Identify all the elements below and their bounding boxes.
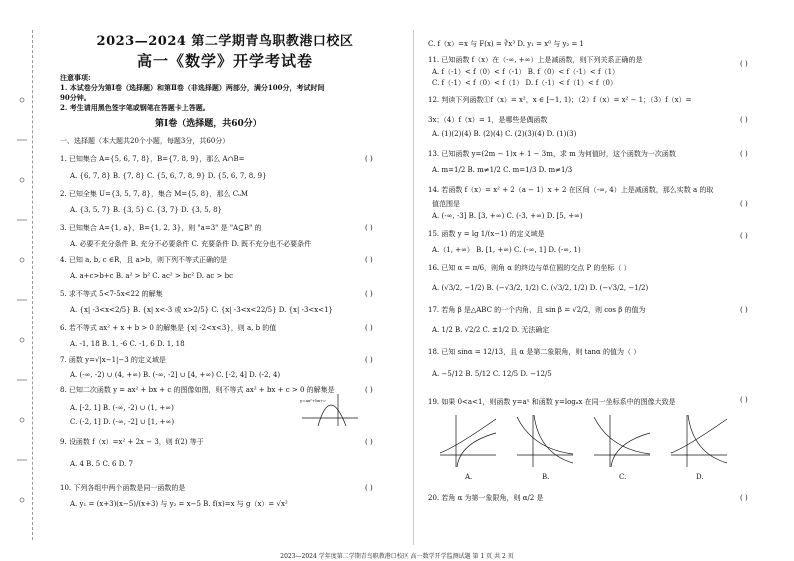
q12-stem-1: 12. 判读下列函数①f（x）= x²，x ∈ [−1, 1)；（2）f（x）= x² − 1；（3）f（x）= <box>428 96 692 104</box>
q17-stem: 17. 若角 β 是△ABC 的一个内角，且 sin β = √2/2，则 cos β 的值为 <box>428 306 646 314</box>
section1-intro: 一、选择题（本大题共20个小题，每题3分，共60分） <box>60 137 230 145</box>
exam-subject-title: 高一《数学》开学考试卷 <box>136 52 313 70</box>
q1-answer-blank: ( ) <box>365 155 373 163</box>
q9-answer-blank: ( ) <box>365 438 373 446</box>
q20-stem: 20. 若角 α 为第一象限角，则 α/2 是 <box>428 494 544 502</box>
q15-stem: 15. 函数 y = lg 1/(x−1) 的定义域是 <box>428 230 545 238</box>
q4-answer-blank: ( ) <box>365 256 373 264</box>
q4-options: A. a+c>b+c B. a² > b² C. ac² > bc² D. ac > bc <box>70 272 234 280</box>
q11-answer-blank: ( ) <box>740 60 748 68</box>
q10-answer-blank: ( ) <box>365 484 373 492</box>
q8-options-row2: C. (-2, 1] D. (-∞, -2] ∪ [1, +∞) <box>70 418 175 426</box>
notice-item-3: 2. 考生请用黑色签字笔或钢笔在答题卡上答题。 <box>60 103 210 112</box>
q6-answer-blank: ( ) <box>365 324 373 332</box>
q15-answer-blank: ( ) <box>740 232 748 240</box>
q9-stem: 9. 设函数 f（x）=x² + 2x − 3，则 f(2) 等于 <box>60 438 204 446</box>
exam-school-title: 2023—2024 第二学期青鸟职教港口校区 <box>96 34 354 49</box>
q19-label-c: C. <box>619 473 627 481</box>
q19-graph-d <box>669 413 729 469</box>
q10-options-cont: C. f（x）=x 与 F(x) = ∛x³ D. y₁ = x⁰ 与 y₂ = 1 <box>428 40 585 48</box>
q17-answer-blank: ( ) <box>740 306 748 314</box>
q3-answer-blank: ( ) <box>365 224 373 232</box>
q6-stem: 6. 若不等式 ax² + x + b > 0 的解集是 {x| -2<x<3}，则 a, b 的值 <box>60 324 277 332</box>
column-divider <box>413 30 414 545</box>
q8-graph-label: y=ax²+bx+c <box>300 398 326 403</box>
notice-item-2: 90分钟。 <box>60 93 91 102</box>
q6-options: A. -1, 18 B. 1, -6 C. -1, 6 D. 1, 18 <box>70 340 185 348</box>
binding-marks <box>12 40 32 540</box>
q5-stem: 5. 求不等式 5<7-5x<22 的解集 <box>60 290 163 298</box>
q7-answer-blank: ( ) <box>365 356 373 364</box>
q7-stem: 7. 函数 y=√|x−1|−3 的定义域是 <box>60 356 166 364</box>
q18-stem: 18. 已知 sinα = 12/13，且 α 是第二象限角，则 tanα 的值为（ ） <box>428 348 641 356</box>
q13-answer-blank: ( ) <box>740 150 748 158</box>
q20-answer-blank: ( ) <box>740 494 748 502</box>
q12-stem-2: 3x；（4）f（x）= 1，是哪些是偶函数 <box>428 116 548 124</box>
q13-options: A. m=1/2 B. m≠1/2 C. m=1/3 D. m≠1/3 <box>432 166 573 174</box>
q16-stem: 16. 已知 α = π/6，则角 α 的终边与单位圆的交点 P 的坐标（ ） <box>428 264 631 272</box>
q4-stem: 4. 已知 a, b, c ∈R，且 a>b，则下列不等式正确的是 <box>60 256 228 264</box>
notice-item-1: 1. 本试卷分为第Ⅰ卷（选择题）和第Ⅱ卷（非选择题）两部分，满分100分，考试时间 <box>60 83 325 92</box>
q19-graph-a <box>438 413 498 469</box>
section1-title: 第Ⅰ卷（选择题，共60分） <box>155 119 262 129</box>
q18-options: A. −5/12 B. 5/12 C. 12/5 D. −12/5 <box>432 370 552 378</box>
q19-label-d: D. <box>696 473 704 481</box>
q17-options: A. 1/2 B. √2/2 C. ±1/2 D. 无法确定 <box>432 326 550 334</box>
binding-dashed-line <box>32 30 33 540</box>
q10-options: A. y₁ = (x+3)(x−5)/(x+3) 与 y₂ = x−5 B. f(x)=x 与 g（x）= √x² <box>70 500 288 508</box>
q14-answer-blank: ( ) <box>740 200 748 208</box>
q19-stem: 19. 如果 0<a<1，则函数 y=aˣ 和函数 y=logₐx 在同一坐标系中的图像大致是 <box>428 398 676 406</box>
q9-options: A. 4 B. 5 C. 6 D. 7 <box>70 460 133 468</box>
q16-options: A. (√3/2, −1/2) B. (−√3/2, 1/2) C. (√3/2, 1/2) D. (−√3/2, −1/2) <box>432 284 649 292</box>
q14-stem-1: 14. 若函数 f（x）= x² + 2（a − 1）x + 2 在区间（-∞, 4）上是减函数，那么实数 a 的取 <box>428 186 714 194</box>
q19-graph-c <box>592 413 652 469</box>
q15-options: A.（1, +∞） B. [1, +∞) C. (-∞, 1] D. (-∞, 1) <box>432 246 581 254</box>
q3-options: A. 必要不充分条件 B. 充分不必要条件 C. 充要条件 D. 既不充分也不必要条件 <box>70 240 312 248</box>
notice-heading: 注意事项: <box>60 73 91 82</box>
q11-options-row2: C. f（-1）< f（0）< f（1） D. f（-1）< f（1）< f（0） <box>432 79 617 87</box>
q13-stem: 13. 已知函数 y=(2m − 1)x + 1 − 3m，求 m 为何值时，这个函数为一次函数 <box>428 150 676 158</box>
q11-stem: 11. 已知函数 f（x）在（-∞, +∞）上是减函数，则下列关系正确的是 <box>428 56 643 64</box>
q8-options-row1: A. [-2, 1] B. (-∞, -2) ∪ (1, +∞) <box>70 404 174 412</box>
q2-options: A. {3, 5, 7} B. {3, 5} C. {3, 7} D. {3, 5, 8} <box>70 206 223 214</box>
q5-options: A. {x| -3<x<2/5} B. {x| x<-3 或 x>2/5} C. {x| -3<x<22/5} D. {x| -3<x<1} <box>70 306 333 314</box>
q7-options: A. (-∞, -2) ∪ (4, +∞) B. (-∞, -2] ∪ [4, +∞) C. [-2, 4] D. (-2, 4) <box>70 371 281 379</box>
q3-stem: 3. 已知集合 A={1, a}，B={1, 2, 3}，则 "a=3" 是 "A⊆B" 的 <box>60 224 262 232</box>
q8-stem: 8. 已知二次函数 y = ax² + bx + c 的图像如图，则不等式 ax² + bx + c > 0 的解集是 <box>60 386 335 394</box>
q12-options: A. (1)(2)(4) B. (2)(4) C. (2)(3)(4) D. (1)(3) <box>432 130 577 138</box>
q1-stem: 1. 已知集合 A={5, 6, 7, 8}，B={7, 8, 9}，那么 A∩B= <box>60 155 245 163</box>
q19-answer-blank: ( ) <box>740 396 748 404</box>
q19-label-a: A. <box>465 473 473 481</box>
page-footer: 2023—2024 学年度第二学期青鸟职教港口校区 高一数学开学监测试题 第 1 页 共 2 页 <box>280 553 514 560</box>
q5-answer-blank: ( ) <box>365 290 373 298</box>
q12-answer-blank: ( ) <box>740 116 748 124</box>
q8-answer-blank: ( ) <box>365 386 373 394</box>
q2-stem: 2. 已知全集 U={3, 5, 7, 8}，集合 M={5, 8}，那么 CᵤM <box>60 190 249 198</box>
q19-label-b: B. <box>542 473 550 481</box>
q14-options: A. (-∞, -3] B. [3, +∞) C. (-3, +∞) D. [5, +∞) <box>432 212 583 220</box>
q19-graph-b <box>515 413 575 469</box>
q1-options: A. {6, 7, 8} B. {7, 8} C. {5, 6, 7, 8, 9} D. {5, 6, 7, 8, 9} <box>70 172 267 180</box>
q14-stem-2: 值范围是 <box>432 200 460 208</box>
q10-stem: 10. 下列各组中两个函数是同一函数的是 <box>60 484 186 492</box>
q11-options-row1: A. f（-1）< f（0）< f（-1） B. f（0）< f（-1）< f（1） <box>432 68 620 76</box>
